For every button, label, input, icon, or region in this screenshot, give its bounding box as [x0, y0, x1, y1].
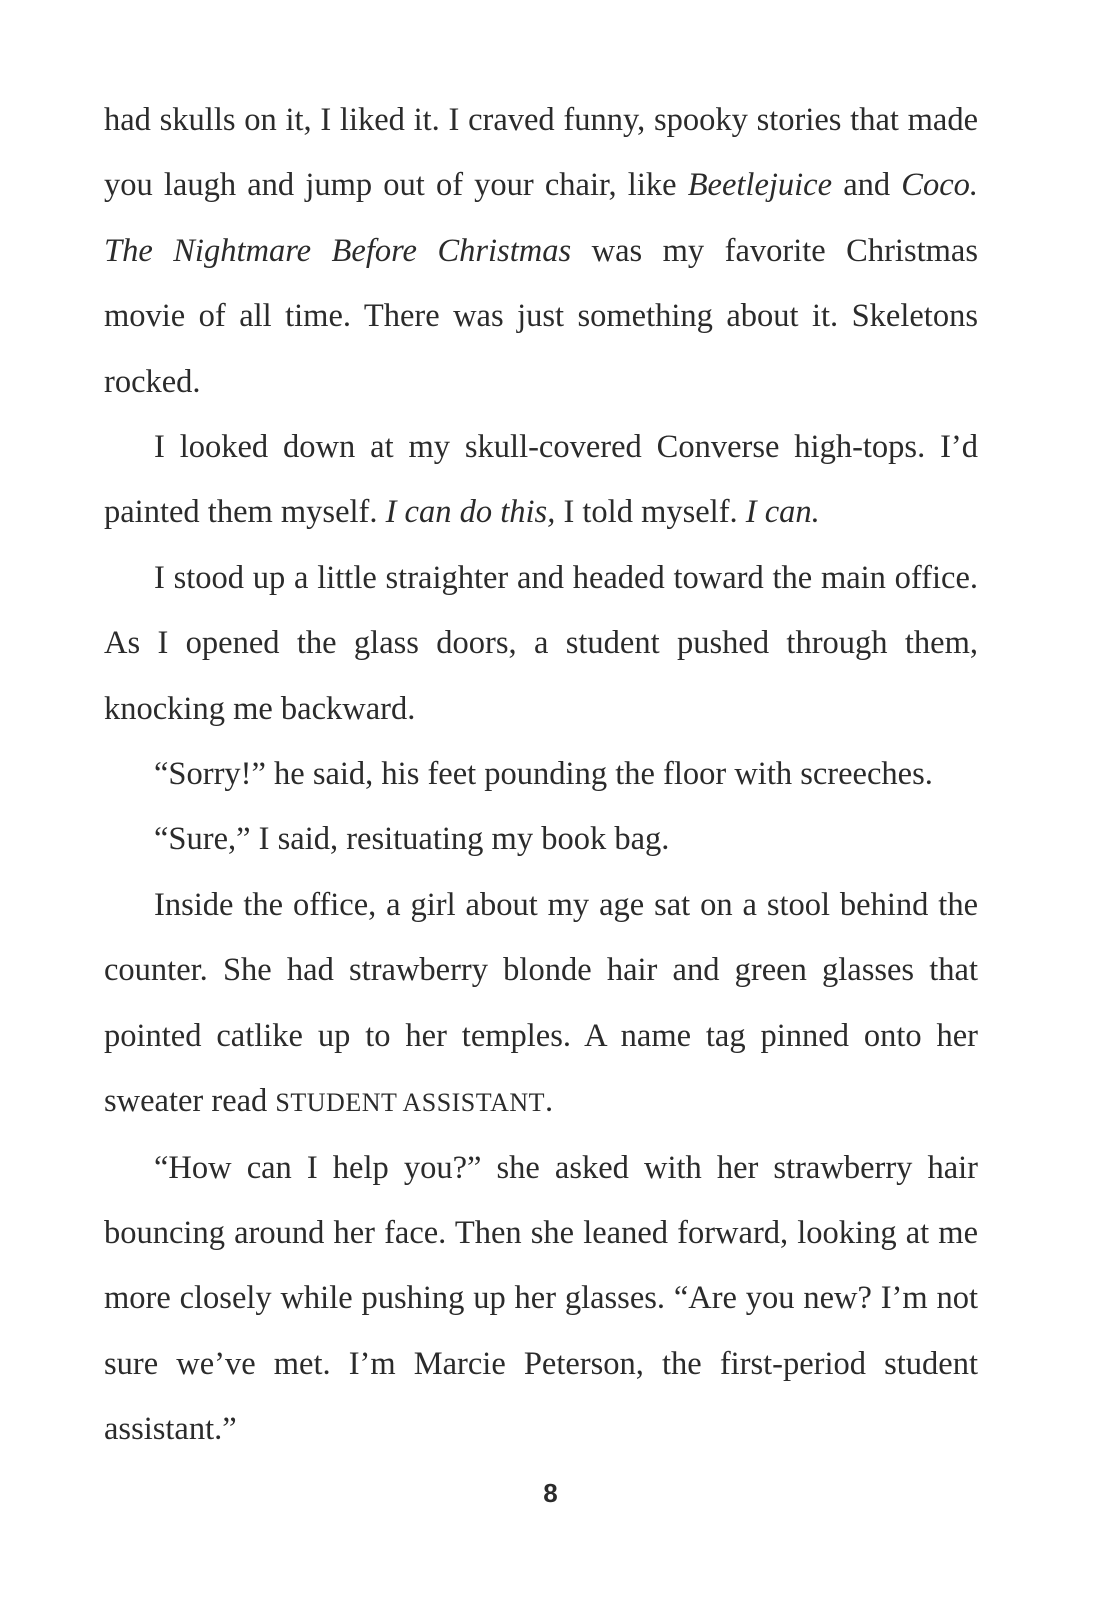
paragraph-1: had skulls on it, I liked it. I craved funny, spooky stories that made you laugh and jump out of your chair, like Beetlejuice and Coco. The Nightmare Before Christmas was my favorite Christmas movie of all time. There was just something about it. Skeletons rocked. [104, 102, 978, 400]
name-tag-text: STUDENT ASSISTANT [275, 1088, 546, 1118]
paragraph-4: “Sorry!” he said, his feet pounding the floor with screeches. [154, 756, 933, 793]
paragraph-5: “Sure,” I said, resituating my book bag. [154, 821, 670, 858]
page-number: 8 [543, 1478, 558, 1508]
body-text [104, 88, 978, 1463]
title-coco-nightmare: Coco. The Nightmare Before Christmas [104, 167, 978, 269]
italic-thought-1: I can do this, [385, 494, 556, 531]
paragraph-7: “How can I help you?” she asked with her strawberry hair bouncing around her face. Then she leaned forward, looking at me more closely while pushing up her glasses. “Are you new? I’m not sure we’ve met. I’m Marcie Peterson, the first-period student assistant.” [104, 1149, 978, 1448]
paragraph-6: Inside the office, a girl about my age sat on a stool behind the counter. She had strawberry blonde hair and green glasses that pointed catlike up to her temples. A name tag pinned onto her sweater read STUDENT ASSISTANT. [104, 886, 978, 1120]
paragraph-2: I looked down at my skull-covered Converse high-tops. I’d painted them myself. I can do this, I told myself. I can. [104, 429, 978, 531]
italic-thought-2: I can. [745, 494, 820, 531]
paragraph-3: I stood up a little straighter and headed toward the main office. As I opened the glass doors, a student pushed through them, knocking me backward. [104, 559, 978, 727]
title-beetlejuice: Beetlejuice [687, 167, 833, 204]
